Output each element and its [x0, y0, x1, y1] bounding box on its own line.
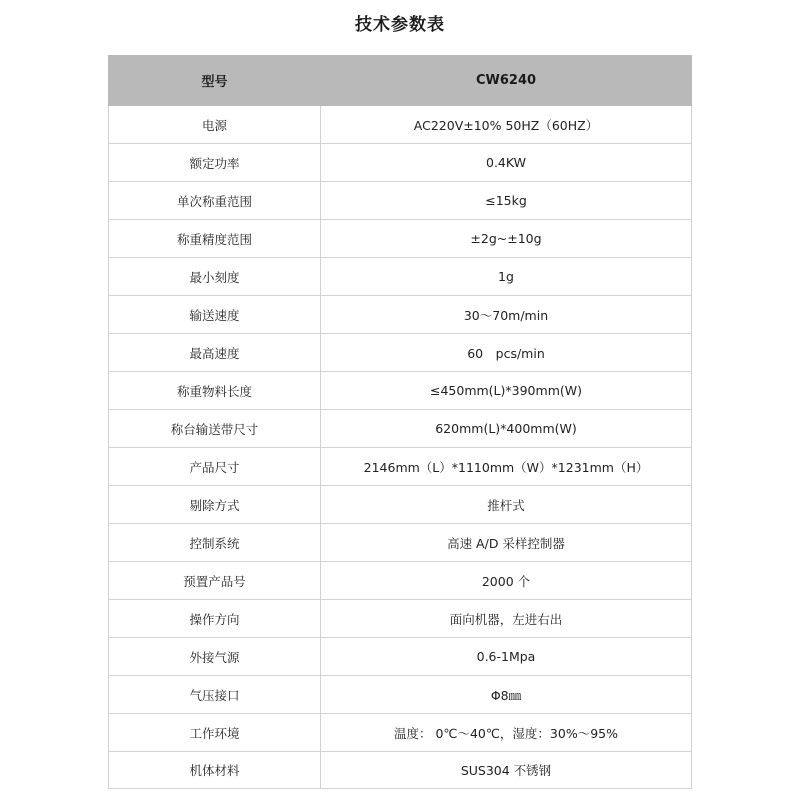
row-label: 控制系统	[109, 524, 321, 562]
table-row	[109, 448, 692, 486]
row-value: 高速 A/D 采样控制器	[321, 524, 692, 562]
row-value: AC220V±10% 50HZ（60HZ）	[321, 106, 692, 144]
table-row	[109, 372, 692, 410]
row-value: 温度： 0℃～40℃，湿度：30%～95%	[321, 714, 692, 752]
row-label: 操作方向	[109, 600, 321, 638]
row-label: 最高速度	[109, 334, 321, 372]
row-value: 2000 个	[321, 562, 692, 600]
row-value: ±2g~±10g	[321, 220, 692, 258]
table-row	[109, 714, 692, 752]
row-value: 60 pcs/min	[321, 334, 692, 372]
row-label: 称重物料长度	[109, 372, 321, 410]
row-label: 产品尺寸	[109, 448, 321, 486]
table-row	[109, 752, 692, 789]
row-value: ≤450mm(L)*390mm(W)	[321, 372, 692, 410]
row-value: 2146mm（L）*1110mm（W）*1231mm（H）	[321, 448, 692, 486]
table-row	[109, 410, 692, 448]
table-row	[109, 182, 692, 220]
row-label: 输送速度	[109, 296, 321, 334]
row-label: 称台输送带尺寸	[109, 410, 321, 448]
page-title: 技术参数表	[355, 15, 445, 35]
row-label: 剔除方式	[109, 486, 321, 524]
header-label-cell: 型号	[109, 56, 321, 106]
row-value: 面向机器，左进右出	[321, 600, 692, 638]
table-row	[109, 296, 692, 334]
table-row	[109, 220, 692, 258]
table-row	[109, 562, 692, 600]
row-label: 预置产品号	[109, 562, 321, 600]
spec-table	[108, 55, 692, 789]
header-value-cell: CW6240	[321, 56, 692, 106]
row-value: SUS304 不锈钢	[321, 752, 692, 789]
table-row	[109, 144, 692, 182]
table-row	[109, 600, 692, 638]
table-row	[109, 524, 692, 562]
row-label: 最小刻度	[109, 258, 321, 296]
row-label: 电源	[109, 106, 321, 144]
row-label: 称重精度范围	[109, 220, 321, 258]
row-label: 外接气源	[109, 638, 321, 676]
table-row	[109, 334, 692, 372]
row-label: 气压接口	[109, 676, 321, 714]
row-value: 1g	[321, 258, 692, 296]
row-value: Φ8㎜	[321, 676, 692, 714]
row-value: ≤15kg	[321, 182, 692, 220]
table-row	[109, 106, 692, 144]
row-label: 单次称重范围	[109, 182, 321, 220]
table-row	[109, 638, 692, 676]
table-row	[109, 486, 692, 524]
row-value: 推杆式	[321, 486, 692, 524]
table-header-row	[109, 56, 692, 106]
row-value: 30～70m/min	[321, 296, 692, 334]
row-label: 机体材料	[109, 752, 321, 789]
table-row	[109, 676, 692, 714]
row-label: 工作环境	[109, 714, 321, 752]
table-row	[109, 258, 692, 296]
row-value: 0.4KW	[321, 144, 692, 182]
row-value: 0.6-1Mpa	[321, 638, 692, 676]
row-value: 620mm(L)*400mm(W)	[321, 410, 692, 448]
row-label: 额定功率	[109, 144, 321, 182]
